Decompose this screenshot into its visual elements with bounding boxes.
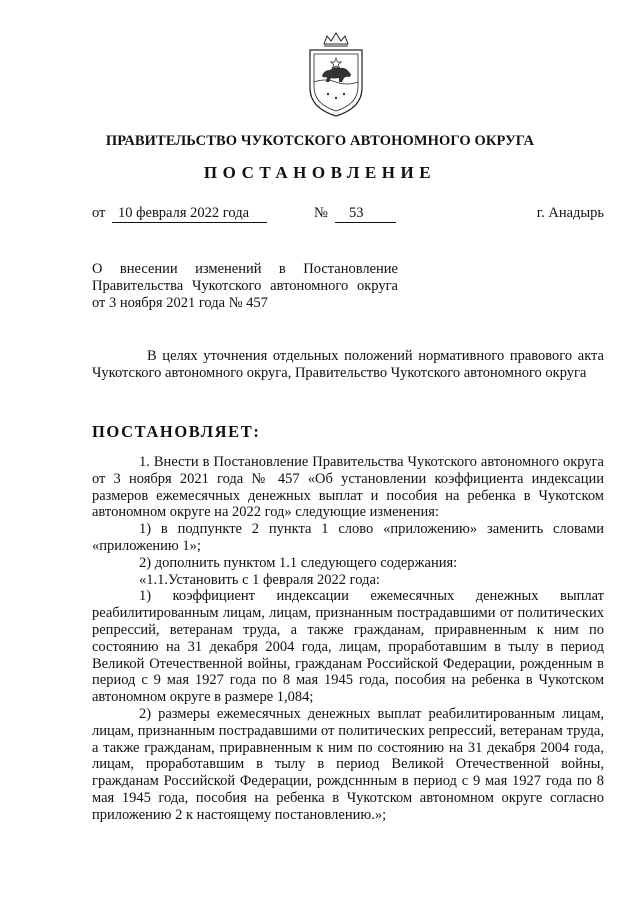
document-meta xyxy=(92,205,604,225)
date-prefix: от xyxy=(92,205,106,221)
paragraph: «1.1.Установить с 1 февраля 2022 года: xyxy=(139,571,380,588)
chukotka-coat-of-arms-icon xyxy=(300,30,372,120)
preamble: В целях уточнения отдельных положений нормативного правового акта Чукотского автономного округа, Правительство Чукотского автономного округа xyxy=(92,348,604,381)
document-body xyxy=(92,454,604,824)
paragraph: 1. Внести в Постановление Правительства Чукотского автономного округа от 3 ноября 2021 года № 457 «Об установлении коэффициента индексации размеров ежемесячных денежных выплат и пособия на ребенка в Чукотском автономном округе на 2022 год» следующие изменения: xyxy=(92,454,604,521)
document-number: 53 xyxy=(335,205,396,223)
subject-line: Правительства Чукотского автономного округа xyxy=(92,278,398,294)
subject-line: от 3 ноября 2021 года № 457 xyxy=(92,295,268,311)
document-type: ПОСТАНОВЛЕНИЕ xyxy=(203,163,437,182)
paragraph: 1) коэффициент индексации ежемесячных денежных выплат реабилитированным лицам, лицам, признанным пострадавшими от политических репрессий, ветеранам труда, а также гражданам, приравненным к ним по состоянию на 31 декабря 2004 года, лицам, проработавшим в тылу в период Великой Отечественной войны, гражданам Российской Федерации, рожденным в период с 9 мая 1927 года по 8 мая 1945 года, пособия на ребенка в Чукотском автономном округе в размере 1,084; xyxy=(92,588,604,706)
resolves-heading: ПОСТАНОВЛЯЕТ: xyxy=(92,422,261,441)
paragraph: 2) размеры ежемесячных денежных выплат реабилитированным лицам, лицам, признанным пострадавшими от политических репрессий, ветеранам труда, а также гражданам, приравненным к ним по состоянию на 31 декабря 2004 года, лицам, проработавшим в тылу в период Великой Отечественной войны, гражданам Российской Федерации, рождсннным в период с 9 мая 1927 года по 8 мая 1945 года, пособия на ребенка в Чукотском автономном округе согласно приложению 2 к настоящему постановлению.»; xyxy=(92,705,604,823)
document-city: г. Анадырь xyxy=(536,205,604,221)
paragraph: 2) дополнить пунктом 1.1 следующего содержания: xyxy=(139,554,458,571)
paragraph: 1) в подпункте 2 пункта 1 слово «приложению» заменить словами «приложению 1»; xyxy=(92,521,604,554)
number-label: № xyxy=(314,205,328,221)
document-date: 10 февраля 2022 года xyxy=(112,205,267,223)
government-title: ПРАВИТЕЛЬСТВО ЧУКОТСКОГО АВТОНОМНОГО ОКРУГА xyxy=(105,133,535,149)
subject-line: О внесении изменений в Постановление xyxy=(92,261,398,277)
document-subject xyxy=(92,261,398,312)
